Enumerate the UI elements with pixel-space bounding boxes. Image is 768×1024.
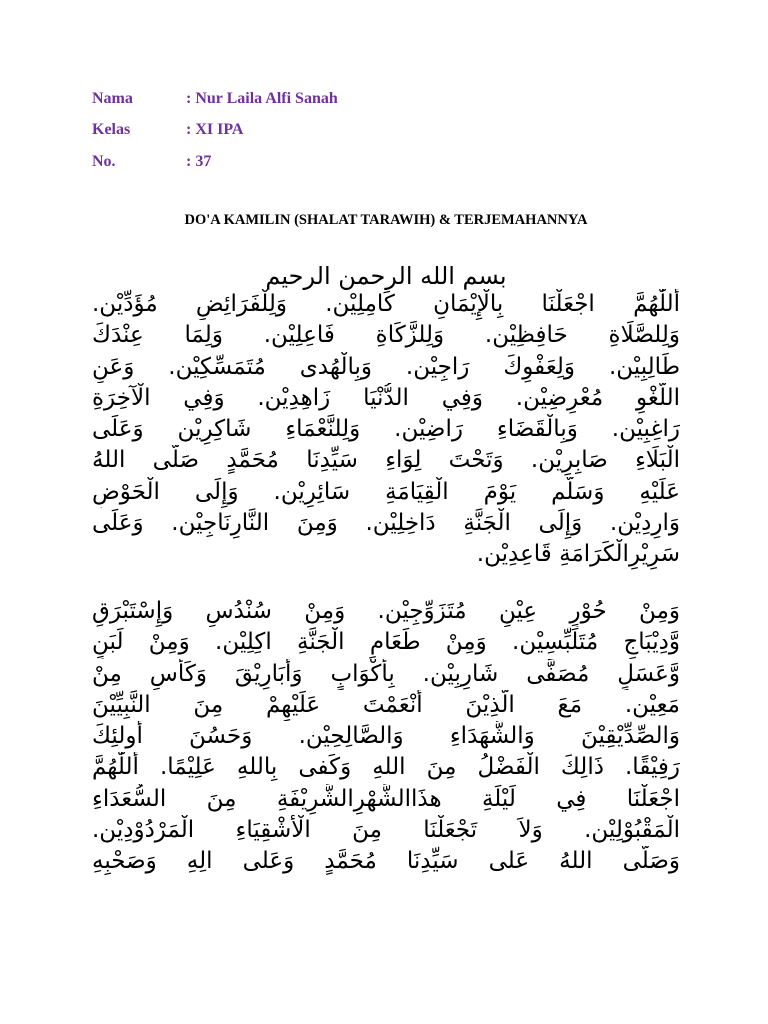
prayer-line: وَّدِيْبَاجٍ مُتَلَبِّسِيْن. وَمِنْ طَعَامِ الْجَنَّةِ اكِلِيْن. وَمِنْ لَبَنٍ [92, 629, 680, 656]
prayer-line: سَرِيْرِالْكَرَامَةِ قَاعِدِيْن. [476, 541, 680, 568]
prayer-line: رَفِيْقًا. ذَالِكَ الْفَضْلُ مِنَ اللهِ وَكَفى بِاللهِ عَلِيْمًا. أَللّٰهُمَّ [92, 754, 680, 781]
prayer-line: عَلَيْهِ وَسَلَّم يَوْمَ الْقِيَامَةِ سَائِرِيْن. وَإِلَى الْحَوْضِ [92, 478, 680, 505]
student-name-row [92, 90, 338, 108]
class-value: : XI IPA [186, 121, 244, 138]
prayer-line: وَصَلَّى اللهُ عَلى سَيِّدِنَا مُحَمَّدٍ وَعَلى الِهِ وَصَحْبِهِ [92, 848, 680, 875]
prayer-line: اجْعَلْنَا فِي لَيْلَةِ هذَاالشَّهْرِالشَّرِيْفَةِ مِنَ السُّعَدَاءِ [92, 785, 680, 812]
prayer-line: رَاغِبِيْن. وَبِالْقَضَاءِ رَاضِيْن. وَلِلنَّعْمَاءِ شَاكِرِيْن وَعَلَى [92, 416, 680, 443]
prayer-line: وَمِنْ حُوْرٍ عِيْنٍ مُتَزَوِّجِيْن. وَمِنْ سُنْدُسٍ وَإِسْتَبْرَقٍ [92, 598, 680, 624]
number-value: : 37 [186, 153, 212, 170]
prayer-line: وَلِلصَّلَاةِ حَافِظِيْن. وَلِلزَّكَاةِ فَاعِلِيْن. وَلِمَا عِنْدَكَ [92, 322, 680, 349]
class-label: Kelas [92, 121, 131, 138]
prayer-line: مَعِيْن. مَعَ الَّذِيْنَ أَنْعَمْتَ عَلَيْهِمْ مِنَ النَّبِيِّيْنَ [92, 691, 680, 718]
prayer-line: الْبَلَاءِ صَابِرِيْن. وَتَحْتَ لِوَاءِ سَيِّدِنَا مُحَمَّدٍ صَلَّى اللهُ [92, 447, 680, 474]
prayer-line: الْمَقْبُوْلِيْن. وَلاَ تَجْعَلْنَا مِنَ الْأَشْقِيَاءِ الْمَرْدُوْدِيْن. [92, 817, 680, 844]
prayer-paragraph-1 [92, 289, 680, 571]
prayer-line: اللَّغْوِ مُعْرِضِيْن. وَفِي الدُّنْيَا زَاهِدِيْن. وَفِي الْآخِرَةِ [92, 384, 680, 411]
basmala: بسم الله الرحمن الرحيم [265, 262, 507, 290]
number-label: No. [92, 153, 116, 170]
name-value: : Nur Laila Alfi Sanah [186, 90, 338, 107]
prayer-line: أَللّٰهُمَّ اجْعَلْنَا بِالْإِيْمَانِ كَامِلِيْن. وَلِلْفَرَائِضِ مُؤَدِّيْن. [92, 291, 680, 317]
name-label: Nama [92, 90, 133, 107]
document-title: DO'A KAMILIN (SHALAT TARAWIH) & TERJEMAHANNYA [184, 212, 588, 228]
prayer-line: وَالصِّدِّيْقِيْنَ وَالشُّهَدَاءِ وَالصَّالِحِيْن. وَحَسُنَ أُولئِكَ [92, 723, 680, 750]
prayer-line: وَّعَسَلٍ مُصَفًّى شَارِبِيْن. بِأَكْوَابٍ وَأَبَارِيْقَ وَكَأْسٍ مِنْ [92, 660, 680, 687]
prayer-paragraph-2 [92, 596, 680, 878]
student-number-row [92, 153, 211, 171]
prayer-line: طَالِبِيْن. وَلِعَفْوِكَ رَاجِيْن. وَبِالْهُدى مُتَمَسِّكِيْن. وَعَنِ [92, 353, 680, 380]
student-class-row [92, 121, 243, 139]
prayer-line: وَارِدِيْن. وَإِلَى الْجَنَّةِ دَاخِلِيْن. وَمِنَ النَّارِنَاجِيْن. وَعَلَى [92, 510, 680, 537]
